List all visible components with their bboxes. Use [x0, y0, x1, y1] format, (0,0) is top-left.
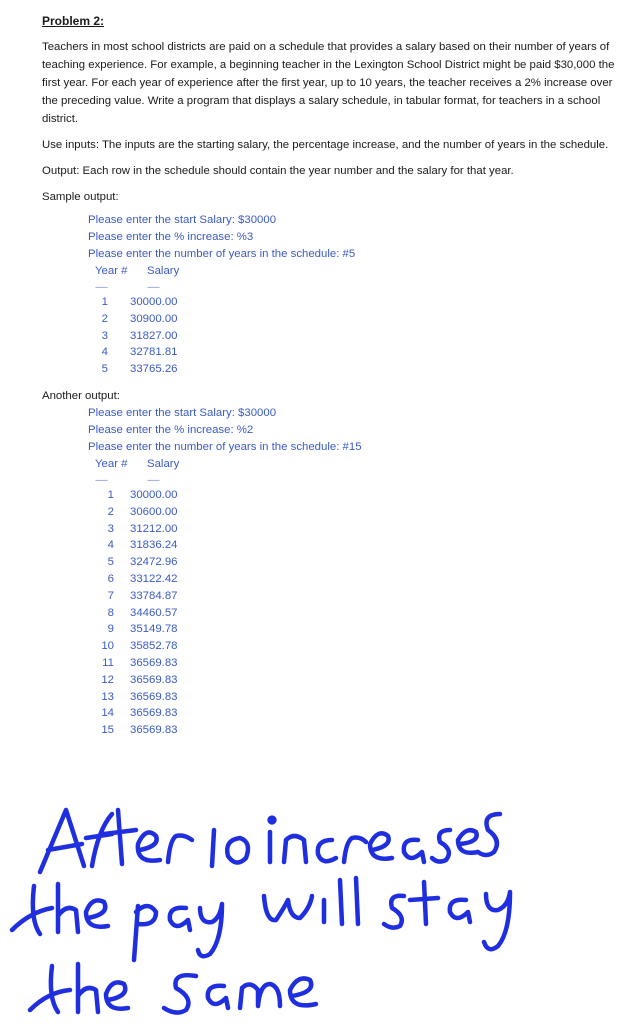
- sample-table-row: [88, 294, 627, 311]
- ink-stroke: [227, 838, 248, 863]
- sample-prompt-salary: Please enter the start Salary: $30000: [88, 214, 277, 226]
- ink-stroke: [164, 975, 196, 1012]
- ink-stroke: [86, 814, 112, 866]
- another-table-row: [88, 588, 627, 605]
- ink-stroke: [170, 908, 190, 930]
- sample-table-body: [88, 294, 627, 378]
- ink-stroke: [86, 900, 108, 926]
- another-salary-cell: 36569.83: [130, 724, 178, 737]
- ink-stroke: [168, 836, 192, 863]
- ink-stroke: [384, 896, 404, 928]
- another-salary-cell: 35852.78: [130, 640, 178, 653]
- ink-stroke: [478, 814, 500, 855]
- sample-table-row: [88, 311, 627, 328]
- sample-prompt-years: Please enter the number of years in the schedule: #5: [88, 248, 356, 260]
- ink-stroke: [138, 832, 160, 860]
- another-salary-cell: 36569.83: [130, 656, 178, 669]
- sample-year-cell: 3: [101, 329, 108, 342]
- ink-stroke: [208, 986, 228, 1008]
- ink-stroke: [58, 884, 78, 932]
- another-dash-year: ------: [95, 474, 107, 485]
- ink-stroke: [240, 984, 280, 1008]
- another-prompt-salary: Please enter the start Salary: $30000: [88, 406, 277, 419]
- another-salary-cell: 30600.00: [130, 505, 178, 518]
- ink-stroke: [30, 966, 70, 1012]
- another-salary-cell: 35149.78: [130, 623, 178, 636]
- another-year-cell: 3: [107, 522, 114, 535]
- another-salary-cell: 31212.00: [130, 522, 178, 535]
- another-year-cell: 1: [107, 488, 114, 501]
- another-table-row: [88, 487, 627, 504]
- another-salary-cell: 36569.83: [130, 707, 178, 720]
- another-year-cell: 13: [101, 690, 114, 703]
- sample-salary-cell: 32781.81: [130, 346, 178, 359]
- ink-stroke: [134, 906, 156, 960]
- another-table-header: [95, 456, 627, 473]
- another-table-row: [88, 521, 627, 538]
- another-year-cell: 7: [107, 589, 114, 602]
- sample-year-cell: 5: [101, 363, 108, 376]
- another-table-body: [88, 487, 627, 739]
- sample-salary-cell: 30900.00: [130, 312, 178, 325]
- another-table-row: [88, 621, 627, 638]
- ink-stroke: [450, 900, 470, 922]
- another-table-row: [88, 638, 627, 655]
- inputs-description: Use inputs: The inputs are the starting salary, the percentage increase, and the number of years in the schedule.: [42, 139, 609, 151]
- another-prompt-increase: Please enter the % increase: %2: [88, 423, 254, 436]
- ink-stroke: [198, 904, 222, 956]
- another-table-row: [88, 605, 627, 622]
- ink-stroke: [78, 964, 98, 1012]
- another-table-row: [88, 537, 627, 554]
- another-salary-cell: 34460.57: [130, 606, 178, 619]
- ink-stroke: [290, 978, 316, 1005]
- another-table-row: [88, 722, 627, 739]
- another-year-cell: 14: [101, 707, 114, 720]
- another-output-label: Another output:: [42, 389, 120, 402]
- another-year-cell: 6: [107, 572, 114, 585]
- another-salary-cell: 36569.83: [130, 673, 178, 686]
- sample-salary-cell: 30000.00: [130, 296, 178, 308]
- another-console: [88, 405, 627, 739]
- ink-stroke: [12, 886, 52, 934]
- another-year-cell: 15: [101, 724, 114, 737]
- sample-col-year: Year #: [95, 265, 128, 277]
- ink-stroke: [356, 878, 358, 924]
- sample-table-row: [88, 361, 627, 378]
- sample-output-label: Sample output:: [42, 191, 119, 203]
- another-col-salary: Salary: [147, 457, 180, 470]
- another-prompt-years: Please enter the number of years in the schedule: #15: [88, 440, 362, 453]
- ink-dot: [270, 818, 275, 823]
- sample-table-header: [95, 263, 627, 280]
- another-table-divider: [95, 473, 627, 487]
- ink-stroke: [40, 810, 84, 872]
- ink-stroke: [344, 838, 366, 863]
- another-year-cell: 4: [107, 539, 114, 552]
- ink-stroke: [432, 830, 450, 862]
- handwritten-note: [0, 800, 641, 1024]
- ink-stroke: [106, 982, 128, 1008]
- another-year-cell: 2: [107, 505, 114, 518]
- another-year-cell: 12: [101, 673, 114, 686]
- another-table-row: [88, 655, 627, 672]
- another-dash-salary: ------: [147, 474, 159, 485]
- problem-title: Problem 2:: [42, 14, 105, 28]
- output-description: Output: Each row in the schedule should contain the year number and the salary for that year.: [42, 165, 514, 177]
- another-salary-cell: 33122.42: [130, 572, 178, 585]
- another-year-cell: 10: [101, 640, 114, 653]
- another-table-row: [88, 689, 627, 706]
- another-salary-cell: 36569.83: [130, 690, 178, 703]
- another-col-year: Year #: [95, 457, 128, 470]
- another-table-row: [88, 554, 627, 571]
- ink-stroke: [264, 896, 312, 920]
- sample-table-row: [88, 344, 627, 361]
- ink-stroke: [484, 892, 510, 949]
- another-year-cell: 5: [107, 556, 114, 569]
- sample-dash-salary: ------: [147, 282, 159, 292]
- sample-col-salary: Salary: [147, 265, 180, 277]
- sample-salary-cell: 31827.00: [130, 329, 178, 342]
- ink-stroke: [340, 880, 342, 924]
- ink-stroke: [458, 830, 478, 853]
- another-salary-cell: 32472.96: [130, 556, 178, 569]
- sample-table-divider: [95, 280, 627, 294]
- sample-table-row: [88, 328, 627, 345]
- sample-dash-year: ------: [95, 282, 107, 292]
- ink-stroke: [212, 830, 214, 866]
- sample-prompt-increase: Please enter the % increase: %3: [88, 231, 254, 243]
- another-salary-cell: 31836.24: [130, 539, 178, 552]
- sample-year-cell: 4: [101, 346, 108, 359]
- another-year-cell: 11: [102, 656, 114, 669]
- sample-year-cell: 2: [101, 312, 108, 325]
- another-salary-cell: 33784.87: [130, 589, 178, 602]
- another-year-cell: 8: [107, 606, 114, 619]
- ink-stroke: [410, 882, 438, 924]
- another-table-row: [88, 571, 627, 588]
- problem-description: Teachers in most school districts are paid on a schedule that provides a salary based on their number of years of teaching experience. For example, a beginning teacher in the Lexington School District might be paid $30,000 the first year. For each year of experience after the first year, up to 10 years, the teacher receives a 2% increase over the preceding value. Write a program that displays a salary schedule, in tabular format, for teachers in a school district.: [42, 41, 615, 125]
- another-salary-cell: 30000.00: [130, 488, 178, 501]
- ink-stroke: [284, 836, 306, 862]
- ink-stroke: [318, 840, 336, 861]
- sample-year-cell: 1: [101, 296, 108, 308]
- another-table-row: [88, 672, 627, 689]
- sample-console: [88, 212, 627, 378]
- ink-stroke: [404, 840, 424, 862]
- another-table-row: [88, 504, 627, 521]
- another-table-row: [88, 705, 627, 722]
- sample-salary-cell: 33765.26: [130, 363, 178, 376]
- another-year-cell: 9: [107, 623, 114, 636]
- ink-stroke: [370, 833, 392, 858]
- document: [42, 14, 627, 739]
